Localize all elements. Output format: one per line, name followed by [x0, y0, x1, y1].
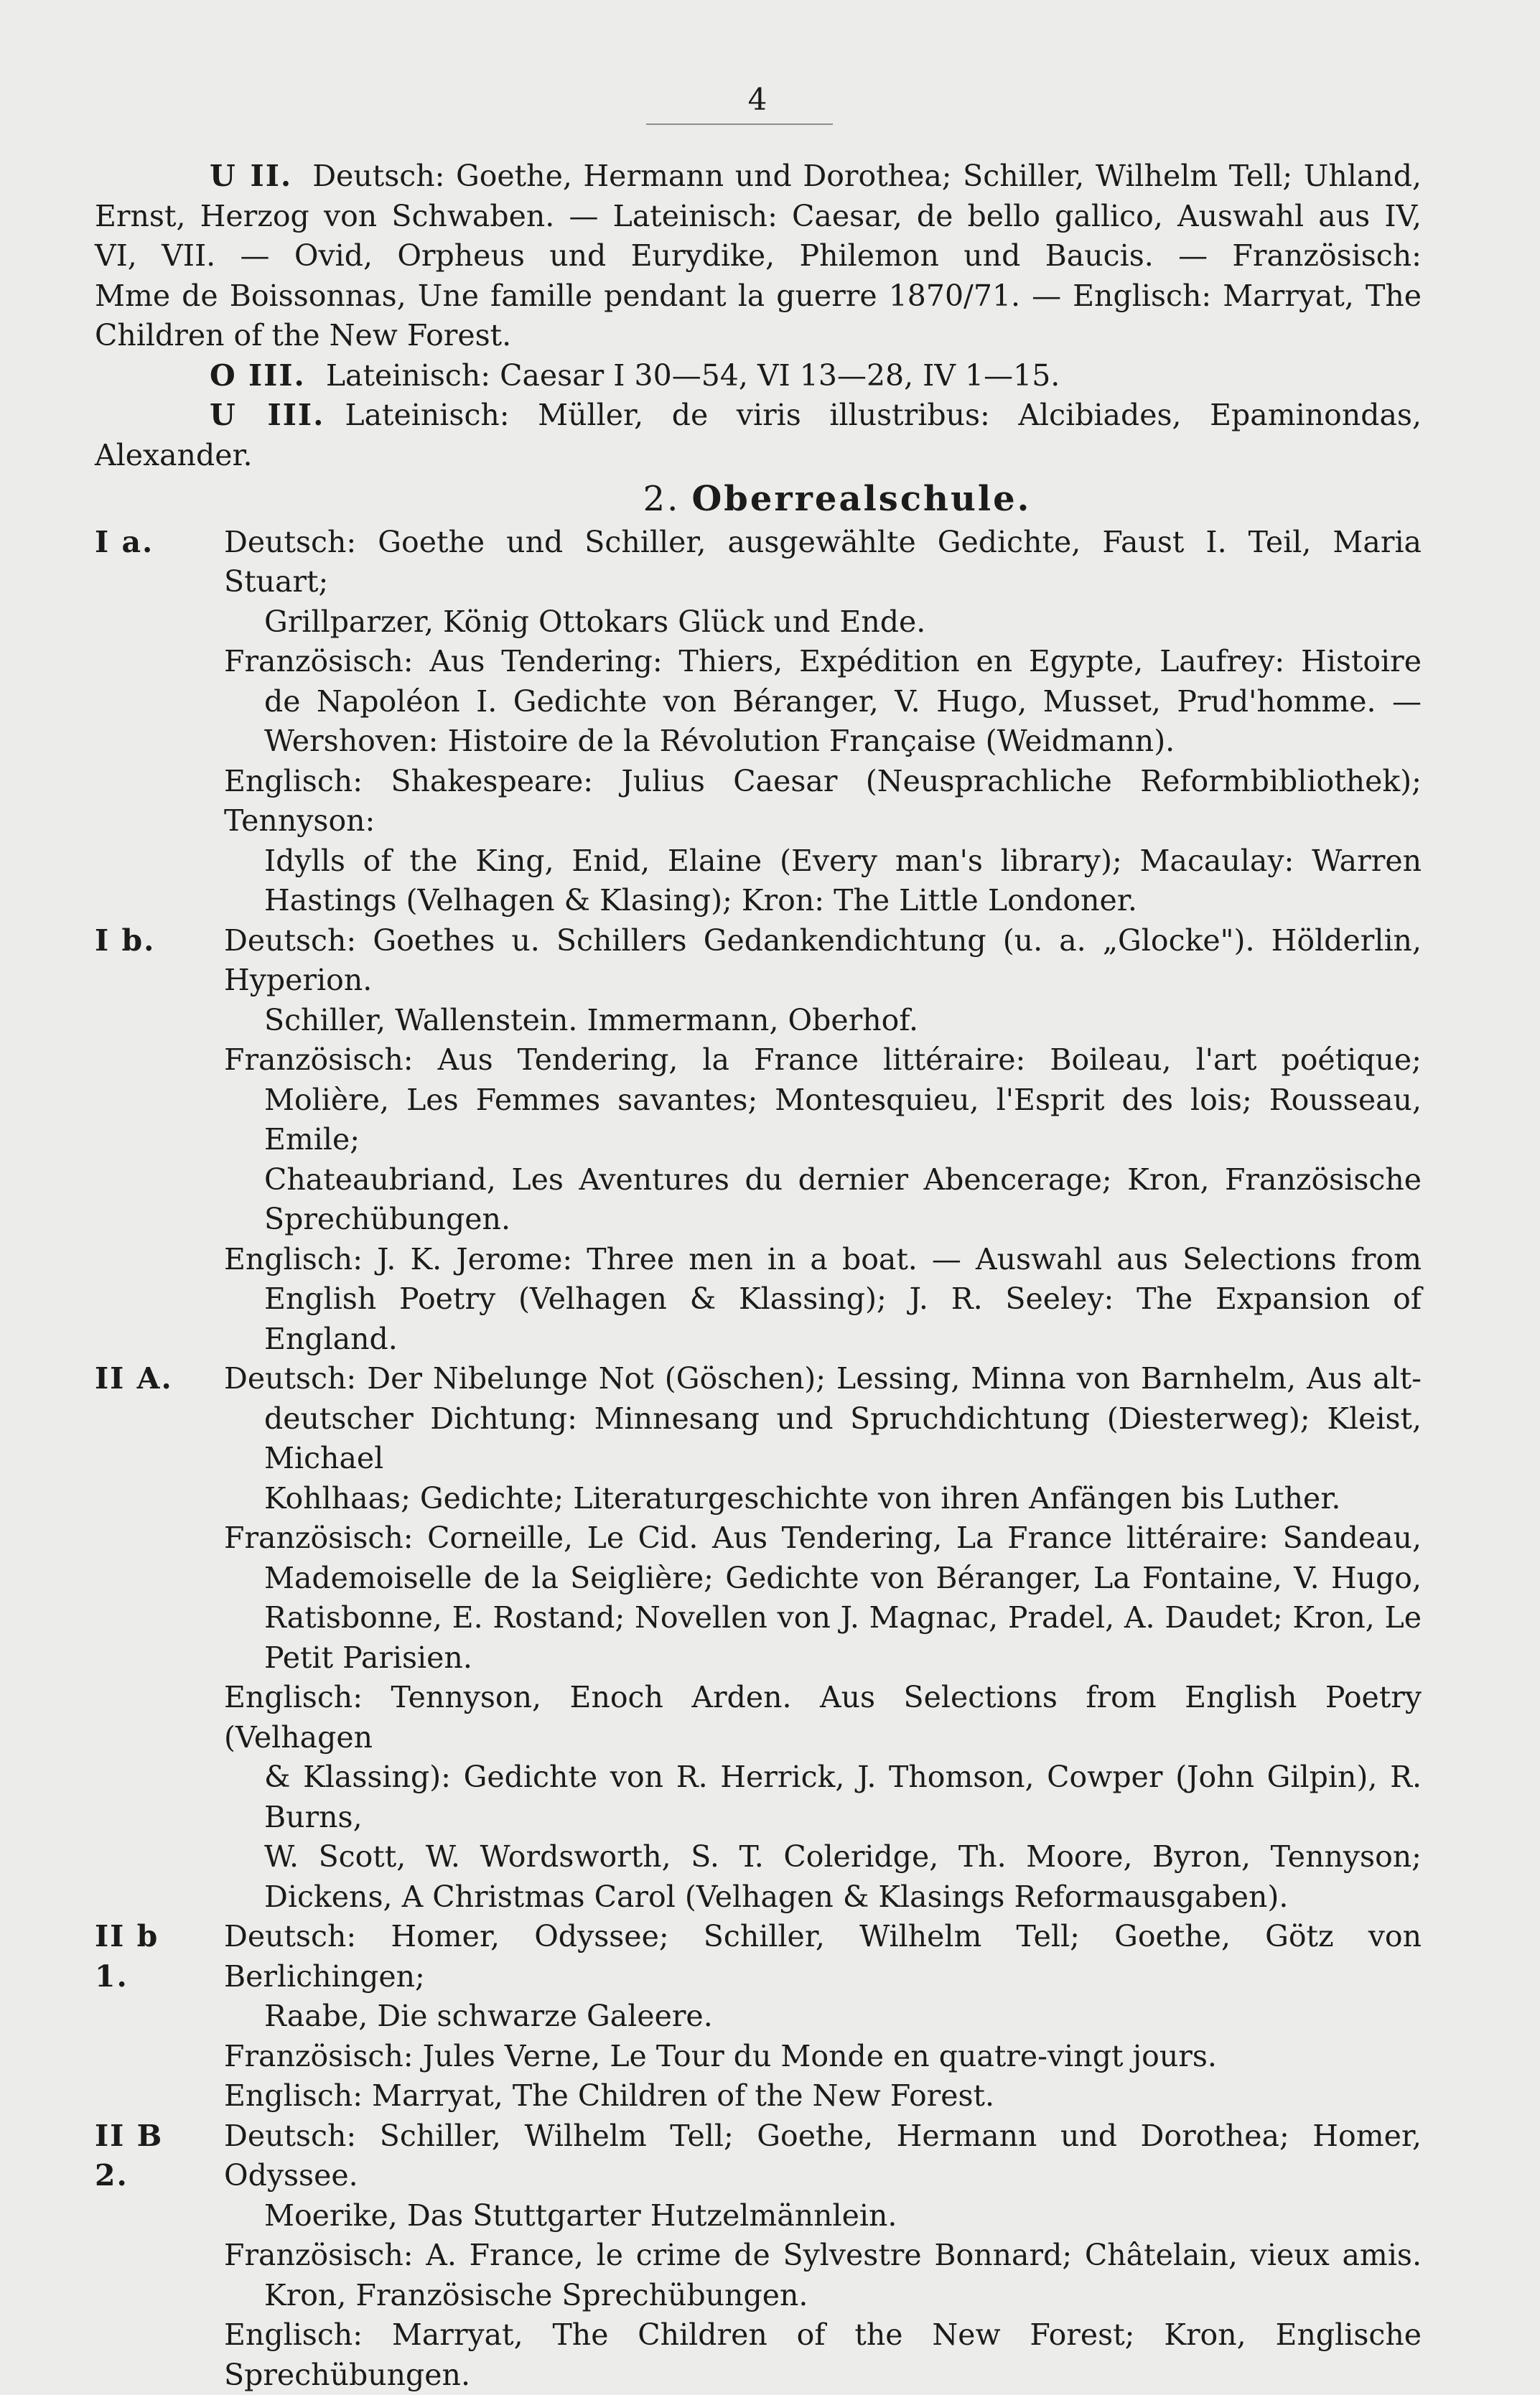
- text-line: Französisch: Aus Tendering, la France littéraire: Boileau, l'art poétique;: [224, 1040, 1422, 1080]
- entry-ib: [95, 921, 1422, 1360]
- text-line: Hastings (Velhagen & Klasing); Kron: The Little Londoner.: [224, 881, 1422, 921]
- section-title: Oberrealschule.: [691, 479, 1031, 519]
- text-line: Englisch: Shakespeare: Julius Caesar (Neusprachliche Reformbibliothek); Tennyson:: [224, 762, 1422, 841]
- text-line: Alexander.: [95, 436, 1422, 476]
- text-line: Kron, Französische Sprechübungen.: [224, 2276, 1422, 2316]
- text-line: Dickens, A Christmas Carol (Velhagen & Klasings Reformausgaben).: [224, 1877, 1422, 1918]
- text-line: Kohlhaas; Gedichte; Literaturgeschichte von ihren Anfängen bis Luther.: [224, 1479, 1422, 1519]
- text-line: Ratisbonne, E. Rostand; Novellen von J. Magnac, Pradel, A. Daudet; Kron, Le: [224, 1598, 1422, 1638]
- entry-label: I b.: [95, 921, 202, 961]
- text-line: & Klassing): Gedichte von R. Herrick, J. Thomson, Cowper (John Gilpin), R. Burns,: [224, 1757, 1422, 1837]
- text-line: VI, VII. — Ovid, Orpheus und Eurydike, Philemon und Baucis. — Französisch:: [95, 236, 1422, 276]
- page-number: 4: [0, 85, 1515, 115]
- text-line: Englisch: J. K. Jerome: Three men in a boat. — Auswahl aus Selections from: [224, 1240, 1422, 1280]
- text-line: Englisch: Tennyson, Enoch Arden. Aus Selections from English Poetry (Velhagen: [224, 1678, 1422, 1757]
- entry-iib2: [95, 2116, 1422, 2395]
- entry-ia: [95, 523, 1422, 921]
- text-line: Deutsch: Goethe, Hermann und Dorothea; Schiller, Wilhelm Tell; Uhland,: [312, 159, 1422, 193]
- text-line: Wershoven: Histoire de la Révolution Française (Weidmann).: [224, 722, 1422, 762]
- text-line: Ernst, Herzog von Schwaben. — Lateinisch: Caesar, de bello gallico, Auswahl aus IV,: [95, 197, 1422, 237]
- text-line: Deutsch: Der Nibelunge Not (Göschen); Lessing, Minna von Barnhelm, Aus alt-: [224, 1359, 1422, 1399]
- text-line: Französisch: Jules Verne, Le Tour du Monde en quatre-vingt jours.: [224, 2037, 1422, 2077]
- text-line: Moerike, Das Stuttgarter Hutzelmännlein.: [224, 2196, 1422, 2236]
- text-line: Petit Parisien.: [224, 1638, 1422, 1679]
- text-line: W. Scott, W. Wordsworth, S. T. Coleridge, Th. Moore, Byron, Tennyson;: [224, 1837, 1422, 1877]
- text-line: Deutsch: Goethe und Schiller, ausgewählte Gedichte, Faust I. Teil, Maria Stuart;: [224, 523, 1422, 602]
- text-line: Deutsch: Goethes u. Schillers Gedankendichtung (u. a. „Glocke"). Hölderlin, Hyperion.: [224, 921, 1422, 1001]
- entry-label: U II.: [210, 159, 292, 193]
- text-line: Mademoiselle de la Seiglière; Gedichte von Béranger, La Fontaine, V. Hugo,: [224, 1559, 1422, 1599]
- text-line: Raabe, Die schwarze Galeere.: [224, 1997, 1422, 2037]
- text-line: Lateinisch: Müller, de viris illustribus: Alcibiades, Epaminondas,: [345, 398, 1422, 432]
- entry-uii-text: [95, 157, 1422, 356]
- entry-uiii: [95, 396, 1422, 475]
- entry-label: U III.: [210, 398, 325, 432]
- page-content: [95, 157, 1422, 2395]
- section-number: 2.: [643, 479, 681, 519]
- text-line: Schiller, Wallenstein. Immermann, Oberhof.: [224, 1001, 1422, 1041]
- entry-label: II A.: [95, 1359, 202, 1399]
- text-line: Chateaubriand, Les Aventures du dernier Abencerage; Kron, Französische: [224, 1160, 1422, 1200]
- text-line: Lateinisch: Caesar I 30—54, VI 13—28, IV 1—15.: [326, 358, 1060, 393]
- text-line: Children of the New Forest.: [95, 316, 1422, 356]
- text-line: Molière, Les Femmes savantes; Montesquieu, l'Esprit des lois; Rousseau, Emile;: [224, 1080, 1422, 1160]
- text-line: deutscher Dichtung: Minnesang und Spruchdichtung (Diesterweg); Kleist, Michael: [224, 1399, 1422, 1479]
- text-line: Mme de Boissonnas, Une famille pendant la guerre 1870/71. — Englisch: Marryat, The: [95, 276, 1422, 317]
- entry-label: II B 2.: [95, 2116, 202, 2196]
- text-line: Grillparzer, König Ottokars Glück und Ende.: [224, 602, 1422, 643]
- section-heading: [95, 480, 1422, 520]
- text-line: Deutsch: Homer, Odyssee; Schiller, Wilhelm Tell; Goethe, Götz von Berlichingen;: [224, 1917, 1422, 1997]
- text-line: Deutsch: Schiller, Wilhelm Tell; Goethe, Hermann und Dorothea; Homer, Odyssee.: [224, 2116, 1422, 2196]
- text-line: Französisch: Aus Tendering: Thiers, Expédition en Egypte, Laufrey: Histoire: [224, 642, 1422, 682]
- text-line: Französisch: Corneille, Le Cid. Aus Tendering, La France littéraire: Sandeau,: [224, 1518, 1422, 1559]
- entry-label: O III.: [210, 358, 306, 393]
- text-line: Englisch: Marryat, The Children of the New Forest; Kron, Englische Sprechübungen.: [224, 2315, 1422, 2395]
- entry-iib1: [95, 1917, 1422, 2116]
- entry-uii: [95, 157, 1422, 356]
- page-number-rule: [646, 123, 833, 125]
- text-line: English Poetry (Velhagen & Klassing); J. R. Seeley: The Expansion of England.: [224, 1279, 1422, 1359]
- text-line: Idylls of the King, Enid, Elaine (Every man's library); Macaulay: Warren: [224, 841, 1422, 882]
- entry-iia: [95, 1359, 1422, 1917]
- entry-label: II b 1.: [95, 1917, 202, 1997]
- text-line: Englisch: Marryat, The Children of the New Forest.: [224, 2076, 1422, 2116]
- entry-oiii: [95, 356, 1422, 396]
- text-line: Französisch: A. France, le crime de Sylvestre Bonnard; Châtelain, vieux amis.: [224, 2236, 1422, 2276]
- entry-label: I a.: [95, 523, 202, 563]
- text-line: Sprechübungen.: [224, 1200, 1422, 1240]
- text-line: de Napoléon I. Gedichte von Béranger, V. Hugo, Musset, Prud'homme. —: [224, 682, 1422, 722]
